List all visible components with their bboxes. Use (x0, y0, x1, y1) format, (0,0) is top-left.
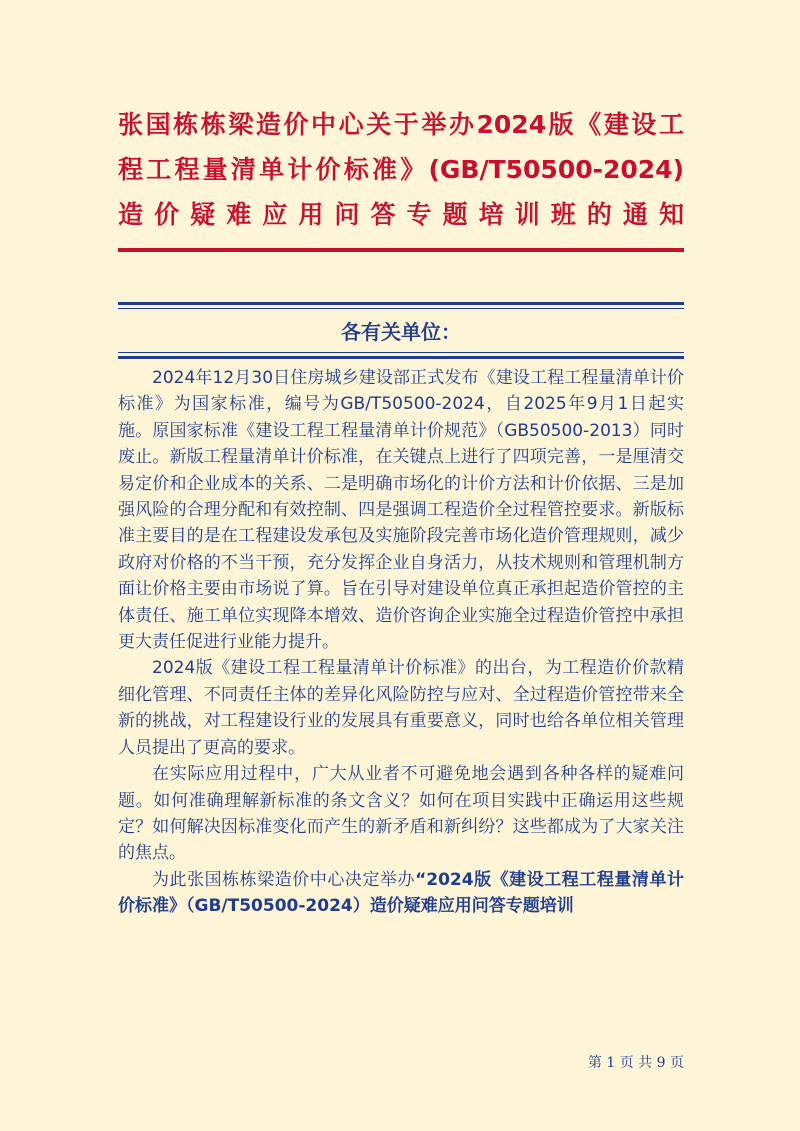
title-line-1: 张国栋栋梁造价中心关于举办2024版《建设工 (118, 110, 684, 139)
page-number-footer: 第 1 页 共 9 页 (587, 1055, 684, 1071)
salutation: 各有关单位： (341, 320, 461, 344)
salutation-divider-bottom (118, 352, 684, 359)
document-body (118, 365, 684, 920)
body-paragraph-4 (118, 867, 684, 920)
body-paragraph-2: 2024版《建设工程工程量清单计价标准》的出台，为工程造价价款精细化管理、不同责任主体的差异化风险防控与应对、全过程造价管控带来全新的挑战，对工程建设行业的发展具有重要意义，同时也给各单位相关管理人员提出了更高的要求。 (118, 658, 684, 758)
body-paragraph-1: 2024年12月30日住房城乡建设部正式发布《建设工程工程量清单计价标准》为国家标准，编号为GB/T50500-2024，自2025年9月1日起实施。原国家标准《建设工程工程量清单计价规范》（GB50500-2013）同时废止。新版工程量清单计价标准，在关键点上进行了四项完善，一是厘清交易定价和企业成本的关系、二是明确市场化的计价方法和计价依据、三是加强风险的合理分配和有效控制、四是强调工程造价全过程管控要求。新版标准主要目的是在工程建设发承包及实施阶段完善市场化造价管理规则，减少政府对价格的不当干预，充分发挥企业自身活力，从技术规则和管理机制方面让价格主要由市场说了算。旨在引导对建设单位真正承担起造价管控的主体责任、施工单位实现降本增效、造价咨询企业实施全过程造价管控中承担更大责任促进行业能力提升。 (118, 368, 684, 653)
title-line-2: 程工程量清单计价标准》(GB/T50500-2024) (118, 155, 684, 184)
salutation-divider-top (118, 302, 684, 309)
document-title (118, 102, 684, 237)
title-line-3: 造价疑难应用问答专题培训班的通知 (118, 200, 684, 229)
title-divider-red (118, 248, 684, 252)
body-paragraph-4-text: 为此张国栋栋梁造价中心决定举办 (152, 869, 416, 890)
training-course-name: “2024版《建设工程工程量清单计价标准》（GB/T50500-2024）造价疑难应用问答专题培训 (118, 869, 684, 917)
body-paragraph-3: 在实际应用过程中，广大从业者不可避免地会遇到各种各样的疑难问题。如何准确理解新标准的条文含义？如何在项目实践中正确运用这些规定？如何解决因标准变化而产生的新矛盾和新纠纷？这些都成为了大家关注的焦点。 (118, 764, 684, 864)
